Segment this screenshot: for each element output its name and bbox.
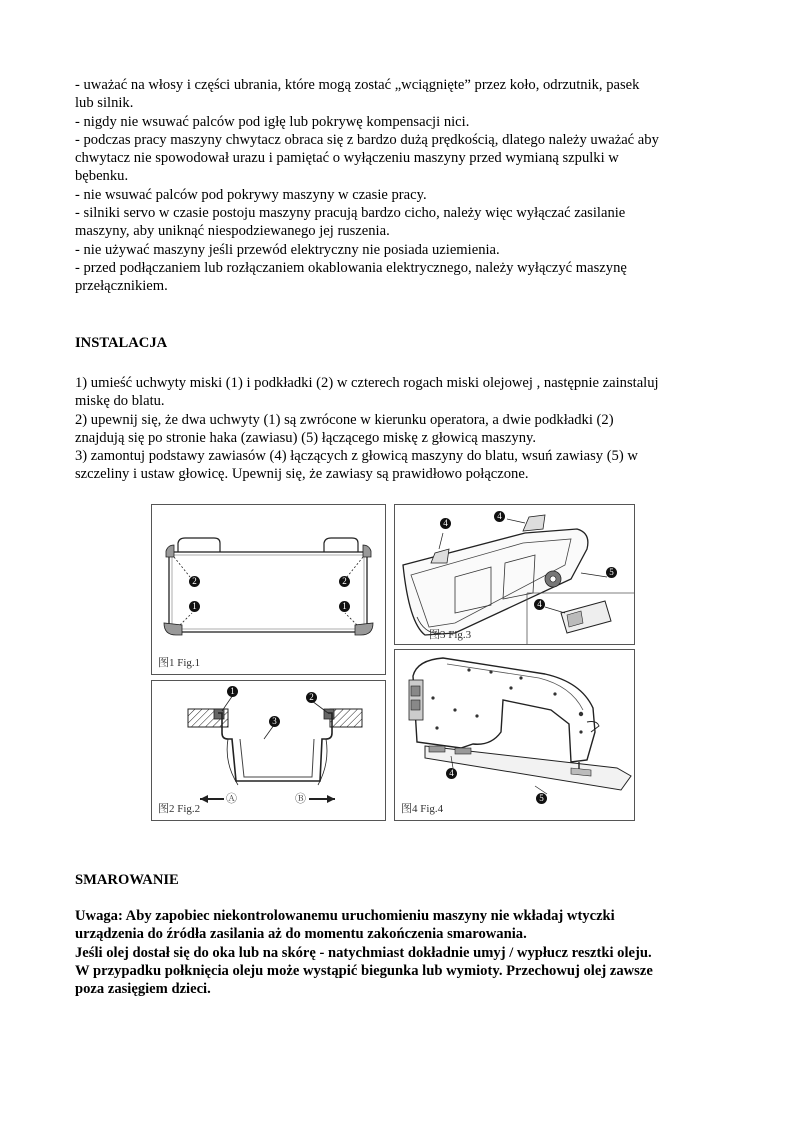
marker-4: 4 [446, 768, 457, 779]
marker-5: 5 [606, 567, 617, 578]
figure-2-caption: 图2 Fig.2 [158, 803, 201, 815]
section-heading-installation: INSTALACJA [75, 335, 168, 351]
machine-head-drawing [395, 650, 634, 820]
marker-5: 5 [536, 793, 547, 804]
warning-line: - nie wsuwać palców pod pokrywy maszyny w czasie pracy. [75, 186, 427, 203]
installation-instructions [75, 374, 659, 484]
warning-line: - nigdy nie wsuwać palców pod igłę lub pokrywę kompensacji nici. [75, 113, 470, 130]
instruction-line: 1) umieść uchwyty miski (1) i podkładki (2) w czterech rogach miski olejowej , następnie zainstaluj [75, 375, 659, 391]
marker-1: 1 [339, 601, 350, 612]
figure-3-caption: 图3 Fig.3 [429, 629, 472, 641]
warning-line: przełącznikiem. [75, 278, 168, 295]
warning-line: - przed podłączaniem lub rozłączaniem okablowania elektrycznego, należy wyłączyć maszynę [75, 259, 627, 276]
marker-2: 2 [189, 576, 200, 587]
figure-4-machine-head-mounted [394, 649, 635, 821]
oil-pan-section-drawing [152, 681, 385, 820]
direction-b-label: Ⓑ [295, 793, 306, 805]
lubrication-line: urządzenia do źródła zasilania aż do momentu zakończenia smarowania. [75, 926, 527, 943]
warning-line: lub silnik. [75, 95, 134, 112]
warning-line: maszyny, aby uniknąć niespodziewanego jej ruszenia. [75, 223, 390, 240]
instruction-line: szczeliny i ustaw głowicę. Upewnij się, że zawiasy są prawidłowo połączone. [75, 466, 529, 483]
marker-1: 1 [189, 601, 200, 612]
marker-4: 4 [494, 511, 505, 522]
marker-1: 1 [227, 686, 238, 697]
instruction-line: 2) upewnij się, że dwa uchwyty (1) są zwrócone w kierunku operatora, a dwie podkładki (2) [75, 411, 614, 428]
lubrication-line: W przypadku połknięcia oleju może wystąpić biegunka lub wymioty. Przechowuj olej zawsze [75, 962, 653, 979]
safety-warnings [75, 76, 659, 296]
lubrication-line: poza zasięgiem dzieci. [75, 981, 211, 998]
marker-3: 3 [269, 716, 280, 727]
marker-4: 4 [440, 518, 451, 529]
warning-line: - silniki servo w czasie postoju maszyny pracują bardzo cicho, należy więc wyłączać zasilanie [75, 205, 626, 222]
warning-line: chwytacz nie spowodował urazu i pamiętać o wyłączeniu maszyny przed wymianą szpulki w [75, 150, 619, 167]
warning-line: - nie używać maszyny jeśli przewód elektryczny nie posiada uziemienia. [75, 241, 500, 258]
marker-4: 4 [534, 599, 545, 610]
section-heading-lubrication: SMAROWANIE [75, 872, 179, 888]
figure-1-caption: 图1 Fig.1 [158, 657, 201, 669]
instruction-line: znajdują się po stronie haka (zawiasu) (5) łączącego miskę z głowicą maszyny. [75, 429, 536, 446]
figure-4-caption: 图4 Fig.4 [401, 803, 444, 815]
marker-2: 2 [306, 692, 317, 703]
instruction-line: 3) zamontuj podstawy zawiasów (4) łączących z głowicą maszyny do blatu, wsuń zawiasy (5) w [75, 448, 638, 465]
warning-line: bębenku. [75, 168, 129, 185]
lubrication-warning [75, 907, 653, 998]
hinge-installation-drawing [395, 505, 634, 644]
lubrication-line: Jeśli olej dostał się do oka lub na skórę - natychmiast dokładnie umyj / wypłucz resztki oleju. [75, 944, 652, 961]
figure-1-oil-pan-top-view [151, 504, 386, 675]
direction-a-label: Ⓐ [226, 793, 237, 805]
warning-line: - podczas pracy maszyny chwytacz obraca się z bardzo dużą prędkością, dlatego należy uważać aby [75, 131, 659, 148]
marker-2: 2 [339, 576, 350, 587]
figure-3-hinge-installation [394, 504, 635, 645]
figure-2-oil-pan-cross-section [151, 680, 386, 821]
lubrication-line: Uwaga: Aby zapobiec niekontrolowanemu uruchomieniu maszyny nie wkładaj wtyczki [75, 908, 615, 924]
warning-line: - uważać na włosy i części ubrania, które mogą zostać „wciągnięte” przez koło, odrzutnik, pasek [75, 77, 640, 93]
oil-pan-top-drawing [152, 505, 385, 674]
instruction-line: miskę do blatu. [75, 393, 165, 410]
